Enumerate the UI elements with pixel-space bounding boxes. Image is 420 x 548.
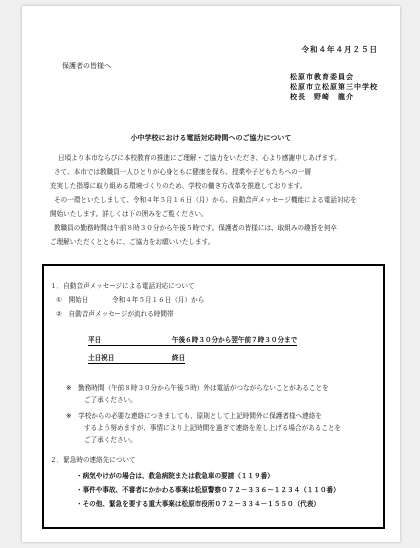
weekday-hours: 午後６時３０分から翌午前７時３０分まで xyxy=(172,336,298,344)
emergency-line: ・その他、緊急を要する重大事案は松原市役所０７２－３３４－１５５０（代表） xyxy=(76,500,320,508)
document-page xyxy=(22,6,400,542)
section-heading-1: １．自動音声メッセージによる電話対応について xyxy=(50,282,195,290)
sender-block xyxy=(290,72,378,102)
body-paragraph-line: ご理解いただくとともに、ご協力をお願いいたします。 xyxy=(50,238,215,246)
section-heading-2: ２．緊急時の連絡先について xyxy=(50,456,136,464)
holiday-label: 土日祝日 xyxy=(88,354,172,364)
body-paragraph-line: 充実した指導に取り組める環境づくりのため、学校の働き方改革を推進しております。 xyxy=(50,182,307,190)
document-date: 令和４年４月２５日 xyxy=(301,45,378,54)
body-paragraph-line: さて、本市では教職員一人ひとりが心身ともに健康を保ち、授業や子どもたちへの一層 xyxy=(54,168,312,176)
note-line: ご了承ください。 xyxy=(84,436,137,444)
document-title: 小中学校における電話対応時間へのご協力について xyxy=(130,134,292,142)
sender-principal: 校長 野崎 龍介 xyxy=(290,93,354,101)
emergency-line: ・病気やけがの場合は、救急病院または救急車の要請（１１９番） xyxy=(76,472,274,480)
body-paragraph-line: 教職員の勤務時間は午前８時３０分から午後５時です。保護者の皆様には、取組みの趣旨を何卒 xyxy=(54,224,338,232)
note-line: ご了承ください。 xyxy=(84,396,137,404)
body-paragraph-line: その一環といたしまして、令和４年５月１６日（月）から、自動音声メッセージ機能による電話対応を xyxy=(54,196,357,204)
start-date-value: 令和４年５月１６日（月）から xyxy=(112,296,205,304)
weekday-label: 平日 xyxy=(88,336,172,346)
note-line: ※ 学校からの必要な連絡につきましても、原則として上記時間外に保護者様へ連絡を xyxy=(66,412,322,420)
info-box xyxy=(42,264,385,529)
sender-org: 松原市教育委員会 xyxy=(290,73,354,81)
note-line: ※ 勤務時間（午前８時３０分から午後５時）外は電話がつながらないことがあることを xyxy=(66,384,329,392)
holiday-hours: 終日 xyxy=(172,354,186,362)
note-line: するよう努めますが、事情により上記時間を過ぎて連絡を差し上げる場合があることを xyxy=(84,424,342,432)
body-paragraph-line: 日頃より本市ならびに本校教育の推進にご理解・ご協力をいただき、心より感謝申しあげます。 xyxy=(58,154,341,162)
emergency-line: ・事件や事故、不審者にかかわる事案は松原警察０７２－３３６－１２３４（１１０番） xyxy=(76,486,340,494)
sender-school: 松原市立松原第三中学校 xyxy=(290,83,378,91)
body-paragraph-line: 開始いたします。詳しくは下の囲みをご覧ください。 xyxy=(50,210,208,218)
recipient-line: 保護者の皆様へ xyxy=(62,62,111,70)
time-range-heading: ② 自動音声メッセージが流れる時間帯 xyxy=(56,310,174,318)
start-date-label: ① 開始日 xyxy=(56,296,89,304)
